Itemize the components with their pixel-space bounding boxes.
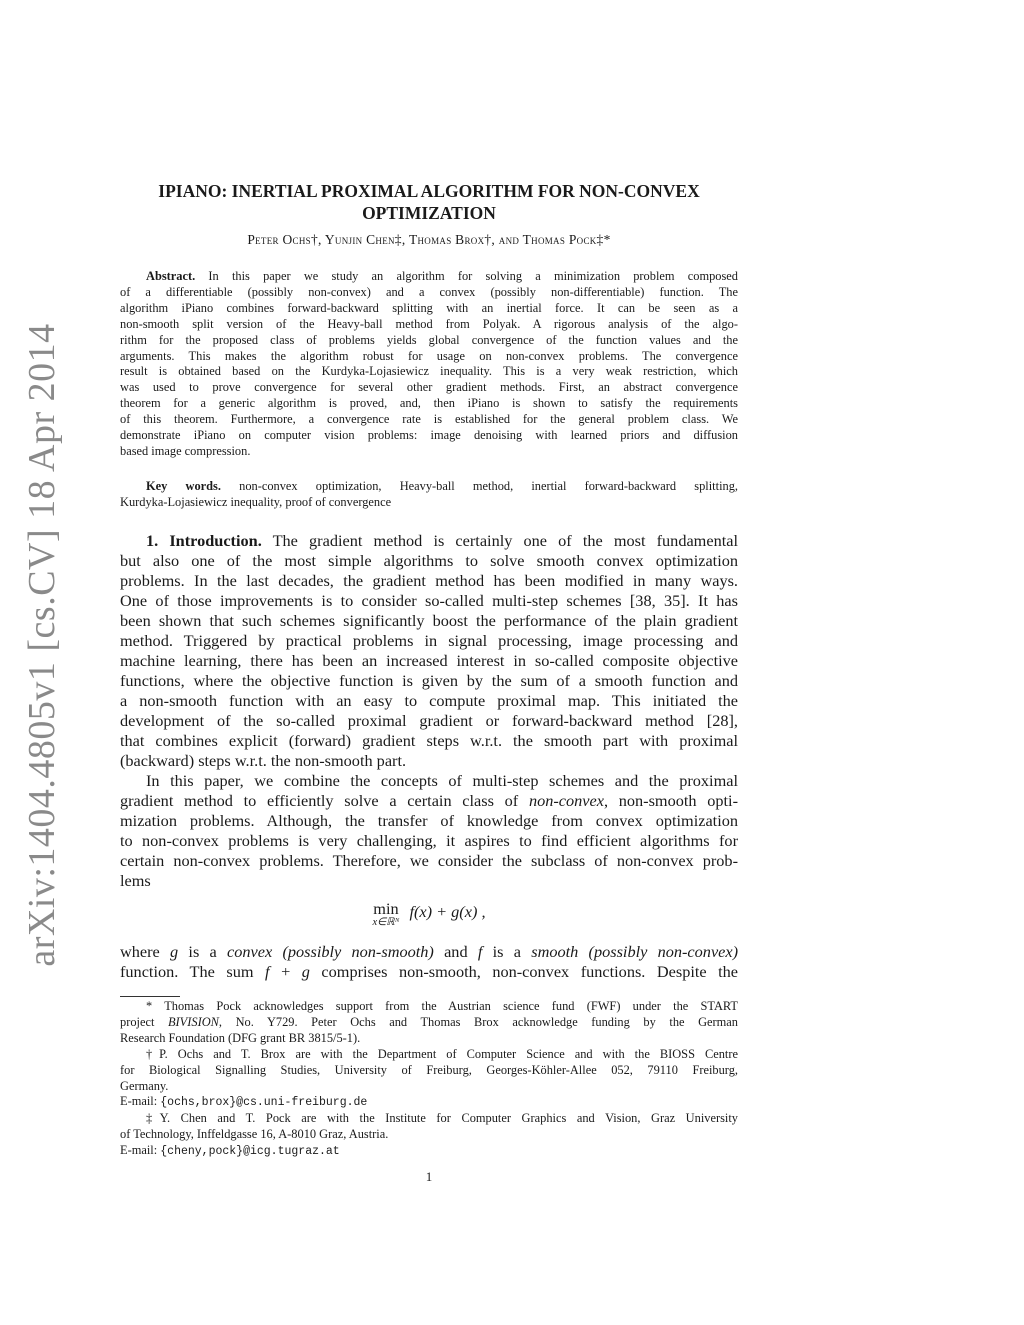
text-line: certain non-convex problems. Therefore, we consider the subclass of non-convex prob- bbox=[120, 851, 738, 870]
text-line bbox=[120, 495, 738, 511]
text-line: demonstrate iPiano on computer vision problems: image denoising with learned priors and diffusion bbox=[120, 428, 738, 443]
text-line: result is obtained based on the Kurdyka-Lojasiewicz inequality. This is a very weak restriction, which bbox=[120, 364, 738, 379]
text-run: of Technology, Inffeldgasse 16, A-8010 Graz, Austria. bbox=[120, 1127, 389, 1142]
text-line bbox=[120, 444, 738, 460]
run-in-heading: Abstract. bbox=[146, 269, 196, 283]
text-line bbox=[120, 1047, 738, 1063]
text-run: is a bbox=[482, 942, 532, 961]
emphasis: BIVISION bbox=[167, 1014, 219, 1029]
text-run: †P. Ochs and T. Brox are with the Department of Computer Science and with the BIOSS Centre bbox=[146, 1046, 738, 1061]
text-line: was used to prove convergence for several other gradient methods. First, an abstract convergence bbox=[120, 380, 738, 395]
emphasis: f bbox=[265, 962, 270, 981]
min-operator: min bbox=[373, 899, 399, 918]
run-in-heading: 1. Introduction. bbox=[146, 531, 262, 550]
text-line: arguments. This makes the algorithm robust for usage on non-convex problems. The convergence bbox=[120, 348, 738, 363]
paper-title bbox=[120, 180, 738, 224]
emphasis: convex (possibly non-smooth) bbox=[227, 942, 434, 961]
text-run: + bbox=[269, 962, 302, 981]
text-line: rithm for the proposed class of problems yields global convergence of the function values and the bbox=[120, 332, 738, 347]
text-run: , No. Y729. Peter Ochs and Thomas Brox acknowledge funding by the German bbox=[218, 1014, 738, 1029]
email-address: {ochs,brox}@cs.uni-freiburg.de bbox=[160, 1096, 368, 1110]
text-run: non-convex optimization, Heavy-ball method, inertial forward-backward splitting, bbox=[220, 479, 738, 493]
equation-operator bbox=[372, 899, 400, 930]
text-run: gradient method to efficiently solve a certain class of bbox=[120, 791, 529, 810]
text-run: E-mail: bbox=[120, 1094, 161, 1109]
text-line bbox=[120, 269, 738, 285]
paragraph-after-equation bbox=[120, 942, 738, 982]
text-line: but also one of the most simple algorithms to solve smooth convex optimization bbox=[120, 551, 738, 570]
text-line: for Biological Signalling Studies, University of Freiburg, Georges-Köhler-Allee 052, 79110 Freiburg, bbox=[120, 1062, 738, 1077]
text-line: machine learning, there has been an increased interest in so-called composite objective bbox=[120, 651, 738, 670]
text-line bbox=[120, 1079, 738, 1095]
text-run: In this paper we study an algorithm for solving a minimization problem composed bbox=[195, 269, 738, 283]
text-line bbox=[120, 999, 738, 1015]
emphasis: f bbox=[477, 942, 483, 961]
text-line bbox=[120, 871, 738, 891]
emphasis: g bbox=[170, 942, 179, 961]
arxiv-stamp: arXiv:1404.4805v1 [cs.CV] 18 Apr 2014 bbox=[21, 323, 63, 967]
text-run: * Thomas Pock acknowledges support from the Austrian science fund (FWF) under the START bbox=[146, 999, 738, 1013]
text-run: In this paper, we combine the concepts of multi-step schemes and the proximal bbox=[146, 771, 738, 790]
text-line: of a differentiable (possibly non-convex) and a convex (possibly non-differentiable) function. The bbox=[120, 284, 738, 299]
text-line: functions, where the objective function is given by the sum of a smooth function and bbox=[120, 671, 738, 690]
text-line: that combines explicit (forward) gradient steps w.r.t. the smooth part with proximal bbox=[120, 731, 738, 750]
text-run: (backward) steps w.r.t. the non-smooth part. bbox=[120, 751, 407, 770]
text-run: E-mail: bbox=[120, 1143, 161, 1158]
text-line bbox=[120, 751, 738, 771]
footnote-rule bbox=[120, 996, 180, 997]
text-run: and bbox=[433, 942, 478, 961]
emphasis: g bbox=[301, 962, 310, 981]
text-line: One of those improvements is to consider so-called multi-step schemes [38, 35]. It has bbox=[120, 591, 738, 610]
text-run: comprises non-smooth, non-convex functions. Despite the bbox=[309, 962, 739, 981]
text-run: Research Foundation (DFG grant BR 3815/5-1). bbox=[120, 1030, 361, 1045]
text-line: theorem for a generic algorithm is proved, and, then iPiano is shown to satisfy the requirements bbox=[120, 396, 738, 411]
title-line: OPTIMIZATION bbox=[362, 203, 496, 223]
equation bbox=[120, 899, 738, 930]
text-line: algorithm iPiano combines forward-backward splitting with an inertial force. It can be seen as a bbox=[120, 300, 738, 315]
emphasis: smooth (possibly non-convex) bbox=[531, 942, 739, 961]
text-line bbox=[120, 1015, 738, 1031]
text-line: been shown that such schemes significantly boost the performance of the plain gradient bbox=[120, 611, 738, 630]
text-line: development of the so-called proximal gradient or forward-backward method [28], bbox=[120, 711, 738, 730]
text-line bbox=[120, 1094, 738, 1111]
equation-expression: f(x) + g(x) , bbox=[409, 902, 486, 921]
title-line: IPIANO: INERTIAL PROXIMAL ALGORITHM FOR NON-CONVEX bbox=[158, 181, 700, 201]
text-run: lems bbox=[120, 871, 151, 890]
text-line bbox=[120, 1143, 738, 1160]
text-line: of this theorem. Furthermore, a convergence rate is established for the general problem class. We bbox=[120, 412, 738, 427]
text-run: function. The sum bbox=[120, 962, 266, 981]
text-line: non-smooth split version of the Heavy-ball method from Polyak. A rigorous analysis of the algo- bbox=[120, 316, 738, 331]
text-run: based image compression. bbox=[120, 443, 251, 458]
text-line: a non-smooth function with an easy to compute proximal map. This initiated the bbox=[120, 691, 738, 710]
text-line bbox=[120, 1111, 738, 1127]
keywords bbox=[120, 479, 738, 511]
text-run: ‡Y. Chen and T. Pock are with the Institute for Computer Graphics and Vision, Graz University bbox=[146, 1111, 738, 1126]
email-address: {cheny,pock}@icg.tugraz.at bbox=[160, 1145, 340, 1159]
text-line bbox=[120, 479, 738, 495]
text-line: method. Triggered by practical problems in signal processing, image processing and bbox=[120, 631, 738, 650]
text-line bbox=[120, 942, 738, 962]
text-line: problems. In the last decades, the gradient method has been modified in many ways. bbox=[120, 571, 738, 590]
text-line bbox=[120, 1127, 738, 1143]
authors: Peter Ochs†, Yunjin Chen‡, Thomas Brox†, and Thomas Pock‡* bbox=[247, 232, 611, 247]
footnotes bbox=[120, 999, 738, 1160]
text-line bbox=[120, 962, 738, 982]
text-run: Kurdyka-Lojasiewicz inequality, proof of convergence bbox=[120, 494, 392, 509]
page-number: 1 bbox=[425, 1169, 433, 1184]
emphasis: non-convex bbox=[528, 791, 604, 810]
text-line bbox=[120, 791, 738, 811]
text-run: The gradient method is certainly one of the most fundamental bbox=[261, 531, 738, 550]
text-line bbox=[120, 531, 738, 551]
text-run: is a bbox=[178, 942, 228, 961]
text-run: Germany. bbox=[120, 1078, 169, 1093]
text-line: mization problems. Although, the transfer of knowledge from convex optimization bbox=[120, 811, 738, 830]
text-run: where bbox=[120, 942, 171, 961]
text-line: to non-convex problems is very challenging, it aspires to find efficient algorithms for bbox=[120, 831, 738, 850]
text-run: project bbox=[120, 1014, 168, 1029]
run-in-heading: Key words. bbox=[146, 479, 221, 493]
abstract bbox=[120, 269, 738, 460]
text-run: , non-smooth opti- bbox=[603, 791, 738, 810]
equation-subscript: x∈ℝᴺ bbox=[372, 917, 400, 928]
text-line bbox=[120, 1031, 738, 1047]
introduction-section bbox=[120, 531, 738, 891]
text-line bbox=[120, 771, 738, 791]
